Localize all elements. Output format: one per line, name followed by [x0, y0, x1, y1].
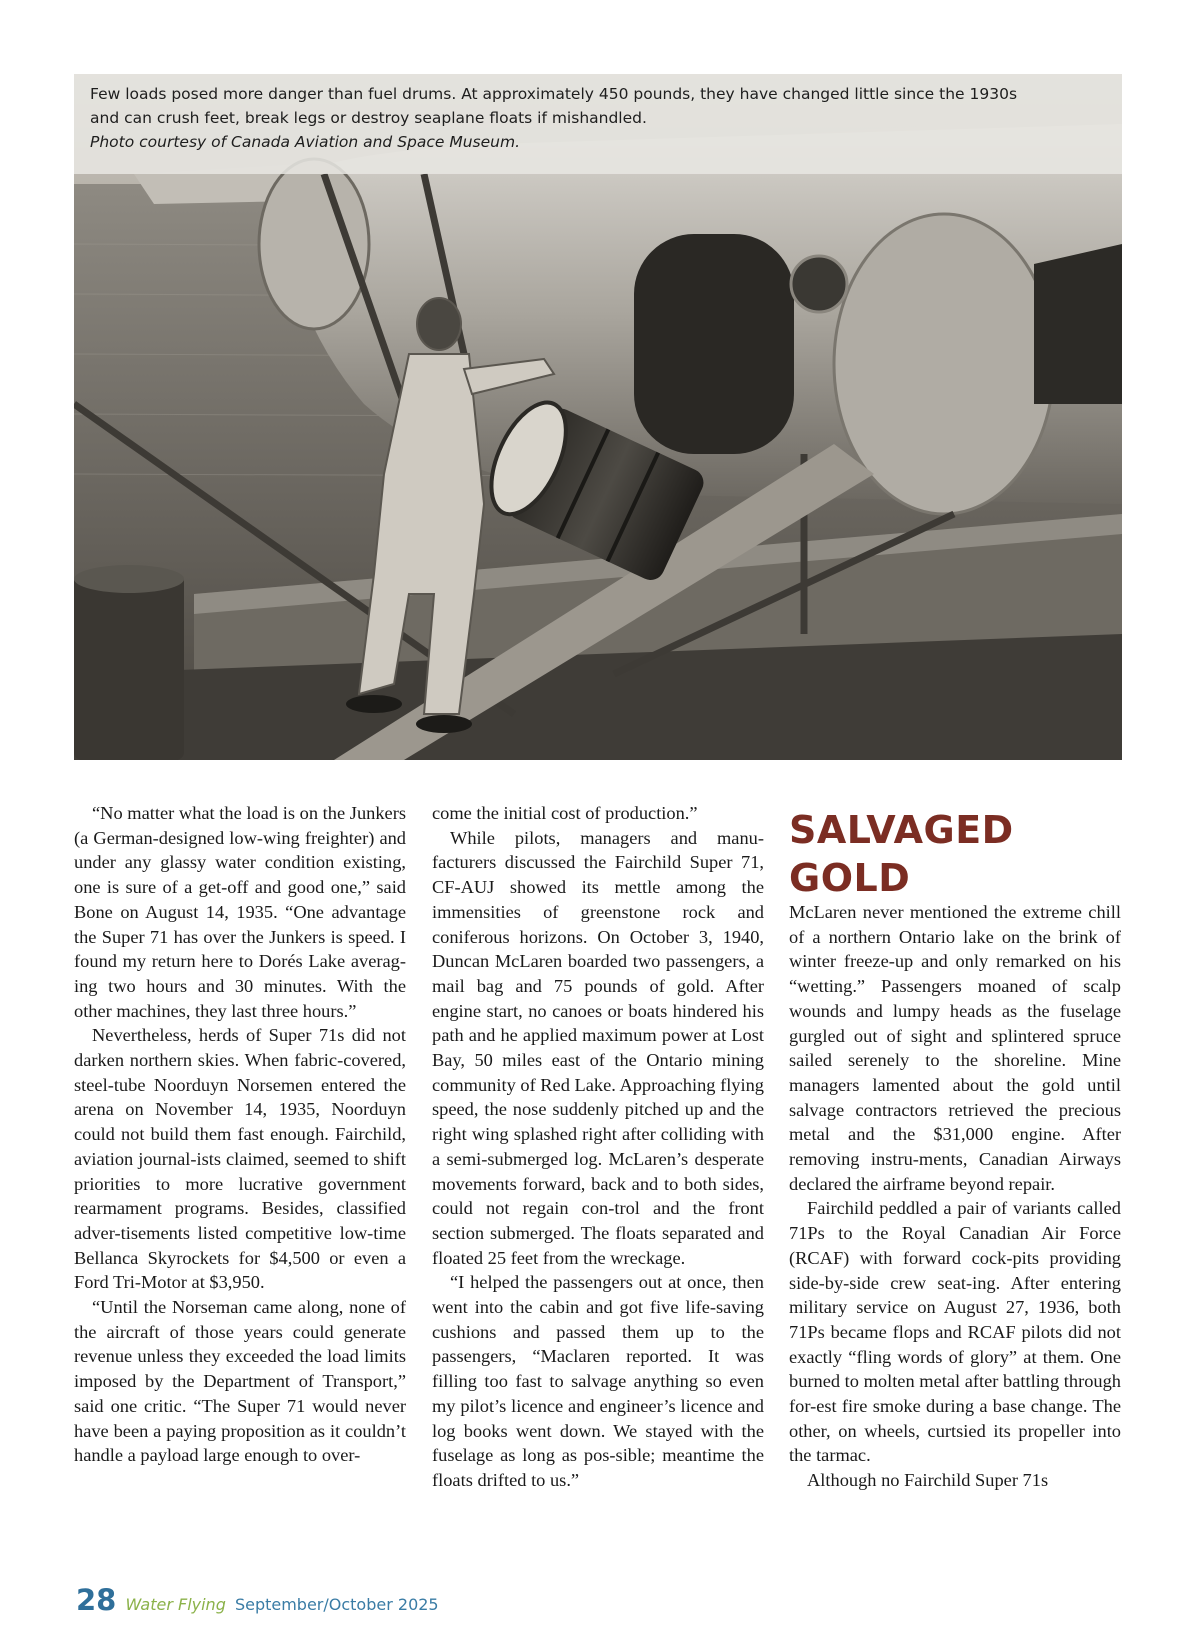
photo-credit: Photo courtesy of Canada Aviation and Space Museum.	[90, 133, 521, 151]
headline-line: GOLD	[789, 856, 911, 900]
photo-illustration	[74, 74, 1122, 760]
article-column-1	[74, 801, 406, 1468]
article-column-2	[432, 801, 764, 1493]
section-headline	[789, 806, 1129, 902]
page-folio	[76, 1583, 439, 1615]
archival-photo	[74, 74, 1122, 760]
paragraph: McLaren never mentioned the extreme chill of a northern Ontario lake on the brink of winter freeze-up and only remarked on his “wetting.” Passengers moaned of scalp wounds and lumpy heads as the fuselage gurgled out of sight and splintered spruce sailed serenely to the shoreline. Mine managers lamented about the gold until salvage contractors retrieved the precious metal and the $31,000 engine. After removing instru-ments, Canadian Airways declared the airframe beyond repair.	[789, 902, 1121, 1194]
magazine-name: Water Flying	[125, 1595, 226, 1614]
caption-line: Few loads posed more danger than fuel drums. At approximately 450 pounds, they have changed little since the 1930s	[90, 85, 1018, 103]
photo-caption	[74, 74, 1122, 174]
paragraph: “Until the Norseman came along, none of the aircraft of those years could generate revenue unless they exceeded the load limits imposed by the Department of Transport,” said one critic. “The Super 71 would never have been a paying proposition as it couldn’t handle a payload large enough to over-	[74, 1297, 406, 1466]
paragraph: While pilots, managers and manu-facturers discussed the Fairchild Super 71, CF-AUJ showed its mettle among the immensities of greenstone rock and coniferous horizons. On October 3, 1940, Duncan McLaren boarded two passengers, a mail bag and 75 pounds of gold. After engine start, no canoes or boats hindered his path and he applied maximum power at Lost Bay, 50 miles east of the Ontario mining community of Red Lake. Approaching flying speed, the nose suddenly pitched up and the right wing splashed right after colliding with a semi-submerged log. McLaren’s desperate movements forward, back and to both sides, could not regain con-trol and the front section submerged. The floats separated and floated 25 feet from the wreckage.	[432, 827, 764, 1268]
paragraph: “I helped the passengers out at once, then went into the cabin and got five life-saving cushions and passed them up to the passengers, “Maclaren reported. It was filling too fast to salvage anything so even my pilot’s licence and engineer’s licence and log books went down. We stayed with the fuselage as long as pos-sible; meantime the floats drifted to us.”	[432, 1272, 764, 1490]
issue-date: September/October 2025	[234, 1595, 439, 1614]
headline-line: SALVAGED	[789, 808, 1014, 852]
paragraph: Nevertheless, herds of Super 71s did not darken northern skies. When fabric-covered, steel-tube Noorduyn Norsemen entered the arena on November 14, 1935, Noorduyn could not build them fast enough. Fairchild, aviation journal-ists claimed, seemed to shift priorities to more lucrative government rearmament programs. Besides, classified adver-tisements listed competitive low-time Bellanca Skyrockets for $4,500 or even a Ford Tri-Motor at $3,950.	[74, 1025, 406, 1293]
paragraph: Fairchild peddled a pair of variants called 71Ps to the Royal Canadian Air Force (RCAF) with forward cock-pits providing side-by-side crew seat-ing. After entering military service on August 27, 1936, both 71Ps became flops and RCAF pilots did not exactly “fling words of glory” at them. One burned to molten metal after battling through for-est fire smoke during a base change. The other, on wheels, curtsied its propeller into the tarmac.	[789, 1198, 1121, 1466]
paragraph: “No matter what the load is on the Junkers (a German-designed low-wing freighter) and under any glassy water condition existing, one is sure of a get-off and good one,” said Bone on August 14, 1935. “One advantage the Super 71 has over the Junkers is speed. I found my return here to Dorés Lake averag-ing two hours and 30 minutes. With the other machines, they last three hours.”	[74, 803, 406, 1021]
page-number: 28	[76, 1583, 117, 1617]
paragraph: come the initial cost of production.”	[432, 803, 698, 823]
article-column-3	[789, 900, 1121, 1493]
caption-line: and can crush feet, break legs or destroy seaplane floats if mishandled.	[90, 109, 647, 127]
paragraph: Although no Fairchild Super 71s	[807, 1470, 1049, 1491]
